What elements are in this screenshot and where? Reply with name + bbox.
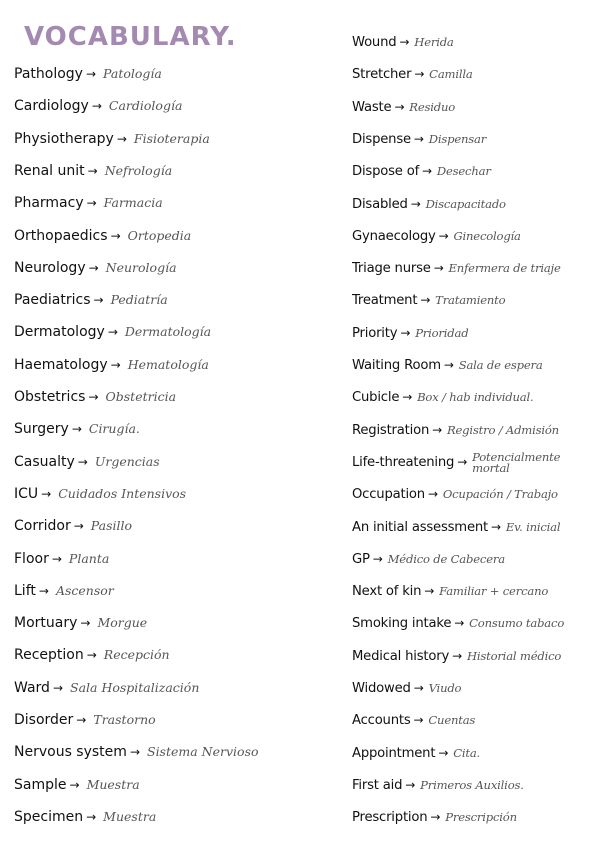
vocab-entry [14,193,163,213]
vocab-term: Prescription [352,810,428,826]
vocab-entry [14,710,156,730]
arrow-icon: → [110,357,121,372]
vocab-entry [14,581,114,601]
arrow-icon: → [457,454,468,469]
arrow-icon: → [80,616,91,631]
vocab-entry [352,129,486,150]
vocab-term: Wound [352,35,397,50]
arrow-icon: → [413,681,424,695]
vocab-translation: Viudo [428,681,462,695]
vocab-entry [14,290,168,310]
vocab-term: Cardiology [14,98,89,115]
vocab-entry [352,517,560,538]
vocab-term: Occupation [352,487,425,503]
vocab-term: Dermatology [14,324,105,341]
vocab-entry [352,807,517,828]
vocab-entry [352,64,473,85]
vocab-term: Waste [352,99,392,115]
arrow-icon: → [51,551,62,566]
vocab-translation: Enfermera de triaje [448,261,561,276]
vocab-term: Life-threatening [352,454,455,470]
vocab-translation: Ginecología [453,228,521,243]
vocab-entry [14,64,162,84]
vocab-translation: Recepción [103,647,170,663]
vocab-entry [352,97,455,118]
vocab-term: Cubicle [352,390,400,406]
vocab-term: Appointment [352,745,436,761]
vocab-entry [14,129,210,149]
vocab-term: Stretcher [352,67,412,83]
vocab-term: Mortuary [14,615,78,632]
arrow-icon: → [420,293,431,308]
vocab-entry [352,743,480,764]
vocab-translation: Farmacia [103,195,163,211]
vocab-entry [14,322,211,342]
vocab-translation: Cuidados Intensivos [58,485,187,501]
vocab-entry [352,355,543,376]
arrow-icon: → [422,164,432,179]
arrow-icon: → [443,358,454,372]
vocab-term: Orthopaedics [14,227,108,244]
arrow-icon: → [86,648,97,663]
vocab-entry [14,678,199,698]
vocab-entry [14,742,259,762]
vocab-entry [14,516,132,536]
arrow-icon: → [433,261,444,276]
arrow-icon: → [430,810,441,825]
vocab-term: Renal unit [14,162,85,179]
arrow-icon: → [110,228,121,243]
vocab-translation: Consumo tabaco [469,616,565,631]
vocab-entry [352,420,559,441]
vocab-entry [352,678,461,699]
vocab-translation: Familiar + cercano [439,584,549,599]
vocab-entry [14,355,209,375]
vocab-term: Pathology [14,66,83,82]
vocab-translation: Ortopedia [127,227,192,243]
vocab-entry [352,226,521,247]
vocab-term: GP [352,551,370,567]
vocab-term: Waiting Room [352,358,441,373]
arrow-icon: → [86,196,97,211]
vocab-term: Treatment [352,293,418,309]
vocab-translation: Médico de Cabecera [387,551,505,566]
arrow-icon: → [129,745,140,760]
vocab-term: Smoking intake [352,616,452,632]
vocab-term: Sample [14,776,67,793]
vocab-translation: Desechar [436,164,491,179]
arrow-icon: → [400,325,411,340]
arrow-icon: → [85,67,97,81]
vocab-entry [352,290,505,311]
vocab-translation: Sala de espera [458,358,543,372]
vocab-translation: Residuo [409,99,456,114]
vocab-translation: Trastorno [93,712,156,727]
vocab-term: Haematology [14,356,108,373]
vocab-translation: Box / hab individual. [417,390,534,405]
vocab-translation: Ocupación / Trabajo [442,487,558,502]
arrow-icon: → [52,680,63,695]
vocab-translation: Neurología [105,259,177,275]
arrow-icon: → [86,809,97,824]
vocab-translation: Obstetricia [105,389,177,404]
vocab-entry [352,161,491,182]
vocab-term: Dispense [352,131,411,147]
vocab-translation: Registro / Admisión [446,422,559,437]
arrow-icon: → [76,713,87,727]
arrow-icon: → [432,422,442,437]
vocab-translation: Dispensar [428,131,487,146]
vocab-translation: Primeros Auxilios. [420,777,524,792]
arrow-icon: → [69,777,80,792]
vocab-entry [352,258,561,279]
vocab-entry [14,549,109,569]
arrow-icon: → [438,228,449,243]
arrow-icon: → [88,260,99,275]
vocab-term: ICU [14,485,39,502]
vocab-translation: Potencialmente mortal [472,449,561,475]
vocab-entry [352,484,558,505]
vocab-translation: Cita. [453,745,481,760]
vocab-translation: Cardiología [108,98,183,114]
page-title: VOCABULARY. [24,22,237,52]
vocab-entry [14,645,170,665]
vocab-term: Pharmacy [14,195,84,212]
arrow-icon: → [87,163,98,178]
vocab-translation: Sala Hospitalización [70,679,200,695]
vocab-term: Specimen [14,808,84,825]
vocab-entry [14,258,177,278]
vocab-term: Neurology [14,259,86,276]
vocab-translation: Dermatología [124,324,212,340]
arrow-icon: → [77,454,88,469]
vocab-translation: Ev. inicial [505,519,561,534]
vocab-entry [352,710,475,731]
vocab-translation: Prioridad [415,325,469,340]
vocab-entry [352,646,561,667]
vocab-translation: Prescripción [445,810,517,825]
arrow-icon: → [452,648,462,663]
arrow-icon: → [491,519,501,534]
vocab-term: Next of kin [352,584,422,600]
arrow-icon: → [402,390,413,405]
vocab-translation: Hematología [127,356,209,372]
vocab-term: Obstetrics [14,389,86,405]
vocab-translation: Fisioterapia [133,130,210,146]
arrow-icon: → [93,293,104,308]
vocab-entry [14,96,182,116]
vocab-translation: Sistema Nervioso [147,744,259,760]
vocab-entry [14,161,172,181]
arrow-icon: → [88,390,99,404]
vocab-translation: Patología [103,66,162,81]
arrow-icon: → [405,777,416,792]
vocab-entry [352,549,505,570]
vocab-term: Ward [14,679,50,696]
vocab-term: Paediatrics [14,292,91,309]
vocab-translation: Historial médico [466,648,562,663]
arrow-icon: → [116,131,127,146]
vocab-term: Triage nurse [352,261,431,277]
arrow-icon: → [410,196,421,211]
vocab-entry [352,581,548,602]
vocab-term: First aid [352,777,403,793]
arrow-icon: → [413,131,424,146]
vocab-term: Disorder [14,712,74,728]
vocab-term: Dispose of [352,164,420,180]
vocab-entry [14,807,156,827]
vocab-entry [352,775,524,796]
arrow-icon: → [427,487,438,502]
vocab-entry [14,613,147,633]
vocab-entry [352,32,454,53]
arrow-icon: → [91,99,102,114]
vocab-entry [352,323,468,344]
vocab-term: Gynaecology [352,228,436,244]
vocab-term: Casualty [14,453,75,470]
vocab-term: An initial assessment [352,519,488,535]
vocab-term: Disabled [352,196,408,212]
vocab-translation: Pediatría [110,292,168,308]
vocab-term: Registration [352,422,430,438]
arrow-icon: → [454,616,465,631]
arrow-icon: → [438,745,449,760]
arrow-icon: → [38,583,49,598]
vocab-translation: Planta [68,550,110,566]
arrow-icon: → [394,99,405,114]
vocab-entry [14,226,191,246]
arrow-icon: → [399,35,410,49]
vocab-term: Widowed [352,681,411,696]
vocab-translation: Cuentas [428,713,476,728]
arrow-icon: → [73,519,84,534]
vocab-entry [352,194,506,215]
vocab-translation: Ascensor [55,582,114,598]
vocab-term: Surgery [14,421,69,438]
arrow-icon: → [424,584,435,599]
vocab-translation: Discapacitado [425,196,506,211]
vocab-translation: Nefrología [104,162,173,178]
vocab-term: Accounts [352,713,411,729]
arrow-icon: → [71,422,82,437]
vocab-translation: Camilla [429,67,473,82]
vocab-entry [352,613,564,634]
vocab-term: Priority [352,325,398,341]
vocab-translation: Cirugía. [88,421,140,437]
vocab-translation: Morgue [97,615,148,631]
vocab-entry [352,449,584,475]
vocab-term: Corridor [14,518,71,535]
vocab-entry [14,387,176,407]
vocab-entry [352,387,533,408]
vocab-entry [14,775,140,795]
arrow-icon: → [372,551,383,566]
vocab-term: Reception [14,647,84,664]
vocab-entry [14,452,160,472]
vocab-translation: Muestra [86,776,140,792]
vocab-term: Nervous system [14,744,127,761]
arrow-icon: → [107,325,118,340]
vocab-entry [14,419,140,439]
arrow-icon: → [414,67,425,82]
vocab-translation: Tratamiento [435,293,506,308]
vocab-term: Lift [14,582,36,599]
vocab-translation: Urgencias [94,453,160,469]
vocab-term: Floor [14,550,49,567]
vocab-translation: Muestra [103,808,157,824]
arrow-icon: → [413,713,424,728]
arrow-icon: → [41,486,52,501]
vocab-translation: Herida [414,35,454,49]
vocab-translation: Pasillo [90,518,133,534]
vocab-entry [14,484,186,504]
vocab-term: Medical history [352,648,450,664]
vocab-term: Physiotherapy [14,130,114,147]
